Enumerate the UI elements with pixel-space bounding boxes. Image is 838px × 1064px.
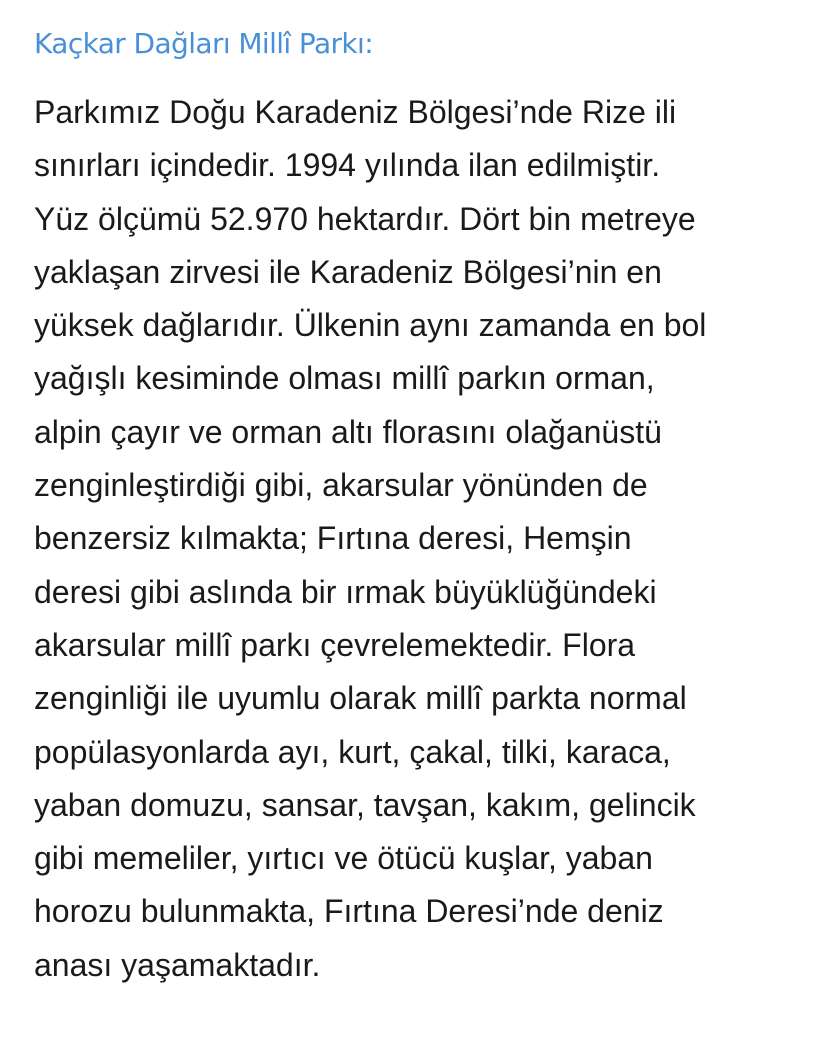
paragraph-line: Parkımız Doğu Karadeniz Bölgesi’nde Rize ili — [34, 94, 677, 130]
paragraph-line: zenginliği ile uyumlu olarak millî parkta normal — [34, 680, 687, 717]
section-heading: Kaçkar Dağları Millî Parkı: — [34, 27, 374, 60]
paragraph-line: benzersiz kılmakta; Fırtına deresi, Hemşin — [34, 520, 632, 557]
body-paragraph — [34, 86, 824, 992]
paragraph-line: zenginleştirdiği gibi, akarsular yönünden de — [34, 467, 648, 504]
paragraph-line: gibi memeliler, yırtıcı ve ötücü kuşlar, yaban — [34, 840, 653, 877]
paragraph-line: horozu bulunmakta, Fırtına Deresi’nde deniz — [34, 893, 664, 930]
paragraph-line: yaban domuzu, sansar, tavşan, kakım, gelincik — [34, 786, 696, 823]
paragraph-line: anası yaşamaktadır. — [34, 946, 321, 983]
paragraph-line: sınırları içindedir. 1994 yılında ilan edilmiştir. — [34, 147, 661, 184]
paragraph-line: alpin çayır ve orman altı florasını olağanüstü — [34, 413, 662, 450]
paragraph-line: yağışlı kesiminde olması millî parkın orman, — [34, 360, 655, 397]
paragraph-line: Yüz ölçümü 52.970 hektardır. Dört bin metreye — [34, 200, 696, 237]
paragraph-line: popülasyonlarda ayı, kurt, çakal, tilki, karaca, — [34, 733, 671, 770]
paragraph-line: yüksek dağlarıdır. Ülkenin aynı zamanda en bol — [34, 307, 707, 344]
paragraph-line: akarsular millî parkı çevrelemektedir. Flora — [34, 626, 636, 663]
paragraph-line: deresi gibi aslında bir ırmak büyüklüğündeki — [34, 573, 657, 610]
paragraph-line: yaklaşan zirvesi ile Karadeniz Bölgesi’nin en — [34, 253, 662, 290]
